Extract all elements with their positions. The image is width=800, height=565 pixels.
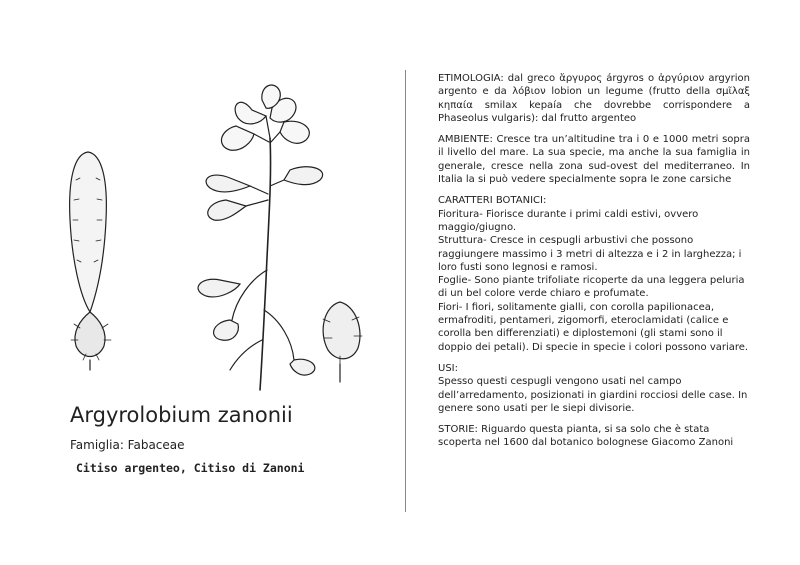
usi-heading: USI:: [438, 362, 458, 374]
common-names: Citiso argenteo, Citiso di Zanoni: [76, 461, 305, 475]
caratteri-heading: CARATTERI BOTANICI:: [438, 195, 547, 207]
foglie-text: Foglie- Sono piante trifoliate ricoperte da una leggera peluria di un bel colore verde chiaro e profumate.: [438, 275, 745, 300]
struttura-text: Struttura- Cresce in cespugli arbustivi che possono raggiungere massimo i 3 metri di altezza e i 2 in larghezza; i loro fusti sono legnosi e ramosi.: [438, 235, 742, 273]
ambiente-section: AMBIENTE: Cresce tra un’altitudine tra i 0 e 1000 metri sopra il livello del mare. La sua specie, ma anche la sua famiglia in generale, cresce nella zona sud-ovest del mediterraneo. In Italia la si può vedere specialmente sopra le zone carsiche: [438, 134, 750, 186]
stem-drawing: [230, 138, 294, 390]
plant-illustration: [40, 70, 380, 400]
flower-bud-drawing: [323, 302, 362, 382]
fioritura-text: Fioritura- Fiorisce durante i primi caldi estivi, ovvero maggio/giugno.: [438, 208, 699, 233]
fiori-text: Fiori- I fiori, solitamente gialli, con corolla papilionacea, ermafroditi, pentameri, zigomorfi, eteroclamidati (calice e corolla ben differenziati) e diplostemoni (gli stami sono il doppio dei petali). Di specie in specie i colori possono variare.: [438, 301, 749, 353]
description-column: [438, 72, 750, 458]
column-divider: [405, 70, 406, 512]
etimologia-section: ETIMOLOGIA: dal greco ἄργυρος árgyros o ἀργύριον argyrion argento e da λόβιον lobion un legume (frutto della σμῖλαξ κηπαία smilax kepaía che dovrebbe corrispondere a Phaseolus vulgaris): dal frutto argenteo: [438, 73, 750, 124]
usi-section: [438, 362, 750, 415]
flower-cluster-drawing: [221, 85, 309, 150]
caratteri-section: [438, 194, 750, 354]
seed-pod-drawing: [70, 152, 111, 370]
usi-text: Spesso questi cespugli vengono usati nel campo dell’arredamento, posizionati in giardini rocciosi delle case. In genere sono usati per le siepi divisorie.: [438, 376, 748, 414]
family-label: Famiglia: Fabaceae: [70, 438, 185, 452]
leaves-drawing: [198, 167, 323, 375]
storie-section: STORIE: Riguardo questa pianta, si sa solo che è stata scoperta nel 1600 dal botanico bolognese Giacomo Zanoni: [438, 424, 734, 449]
species-title: Argyrolobium zanonii: [70, 403, 293, 427]
